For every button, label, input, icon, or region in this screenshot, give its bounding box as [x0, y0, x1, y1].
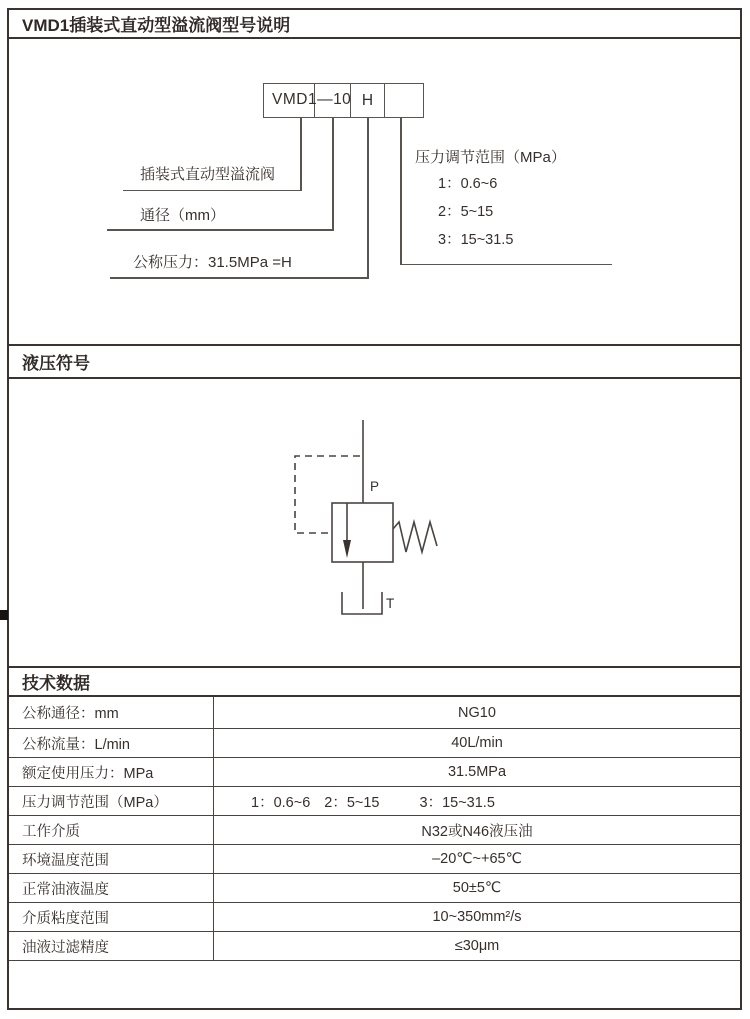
page-edge-tab	[0, 610, 8, 620]
table-row-filtration	[9, 932, 740, 961]
callout-line-1	[300, 117, 302, 191]
range-item-1: 1：0.6~6	[438, 176, 498, 192]
row-label: 工作介质	[9, 816, 214, 844]
range-title: 压力调节范围（MPa）	[415, 149, 566, 166]
row-value: –20℃~+65℃	[432, 851, 522, 867]
section-header-technical-data	[7, 666, 742, 697]
valve-body-square	[332, 503, 393, 562]
flow-arrow-icon	[343, 540, 351, 558]
row-label: 压力调节范围（MPa）	[9, 787, 214, 815]
callout-underline-3	[110, 277, 369, 279]
table-row-viscosity-range	[9, 903, 740, 932]
row-value: 10~350mm²/s	[432, 909, 522, 925]
range-item-3: 3：15~31.5	[438, 232, 514, 248]
row-label: 公称流量：L/min	[9, 729, 214, 757]
row-value: ≤30μm	[454, 938, 500, 954]
callout-nominal-pressure: 公称压力：31.5MPa =H	[133, 254, 292, 271]
range-item-2: 2：5~15	[438, 204, 494, 220]
table-row-rated-pressure	[9, 758, 740, 787]
p-port-label: P	[370, 479, 380, 494]
row-value	[214, 787, 740, 815]
spring-icon	[393, 522, 437, 552]
row-value: NG10	[458, 704, 496, 721]
hydraulic-symbol-title: 液压符号	[22, 354, 90, 373]
table-row-nominal-diameter	[9, 697, 740, 729]
section-header-model-designation	[7, 8, 742, 39]
model-code-cell-pressure: H	[351, 84, 385, 117]
callout-line-2	[332, 117, 334, 230]
callout-underline-2	[107, 229, 334, 231]
pressure-range-1: 1：0.6~6	[251, 794, 311, 811]
technical-data-title: 技术数据	[22, 674, 90, 693]
row-value: 40L/min	[451, 735, 503, 751]
model-code-text: VMD1—10	[272, 91, 352, 108]
row-value: 31.5MPa	[447, 764, 507, 780]
row-label: 环境温度范围	[9, 845, 214, 873]
callout-line-3	[367, 117, 369, 278]
callout-valve-type: 插装式直动型溢流阀	[140, 166, 276, 183]
t-port-label: T	[386, 596, 395, 611]
callout-underline-1	[123, 190, 302, 192]
table-row-working-medium	[9, 816, 740, 845]
table-row-pressure-range	[9, 787, 740, 816]
pressure-range-3: 3：15~31.5	[419, 794, 495, 811]
relief-valve-schematic	[280, 410, 455, 625]
model-code-cell-range	[385, 84, 423, 117]
tank-icon	[342, 592, 382, 614]
row-label: 正常油液温度	[9, 874, 214, 902]
row-label: 公称通径：mm	[9, 697, 214, 728]
callout-line-4	[400, 117, 402, 265]
pressure-range-2: 2：5~15	[324, 794, 380, 811]
page-title: VMD1插装式直动型溢流阀型号说明	[22, 16, 291, 35]
table-row-oil-temp	[9, 874, 740, 903]
pilot-dashed-line	[295, 456, 360, 533]
callout-diameter: 通径（mm）	[140, 207, 225, 224]
table-row-nominal-flow	[9, 729, 740, 758]
row-value: N32或N46液压油	[421, 823, 533, 840]
table-row-ambient-temp	[9, 845, 740, 874]
section-header-hydraulic-symbol	[7, 344, 742, 379]
row-label: 介质粘度范围	[9, 903, 214, 931]
row-label: 油液过滤精度	[9, 932, 214, 960]
callout-underline-4	[400, 264, 612, 266]
row-value: 50±5℃	[452, 880, 502, 896]
row-label: 额定使用压力：MPa	[9, 758, 214, 786]
